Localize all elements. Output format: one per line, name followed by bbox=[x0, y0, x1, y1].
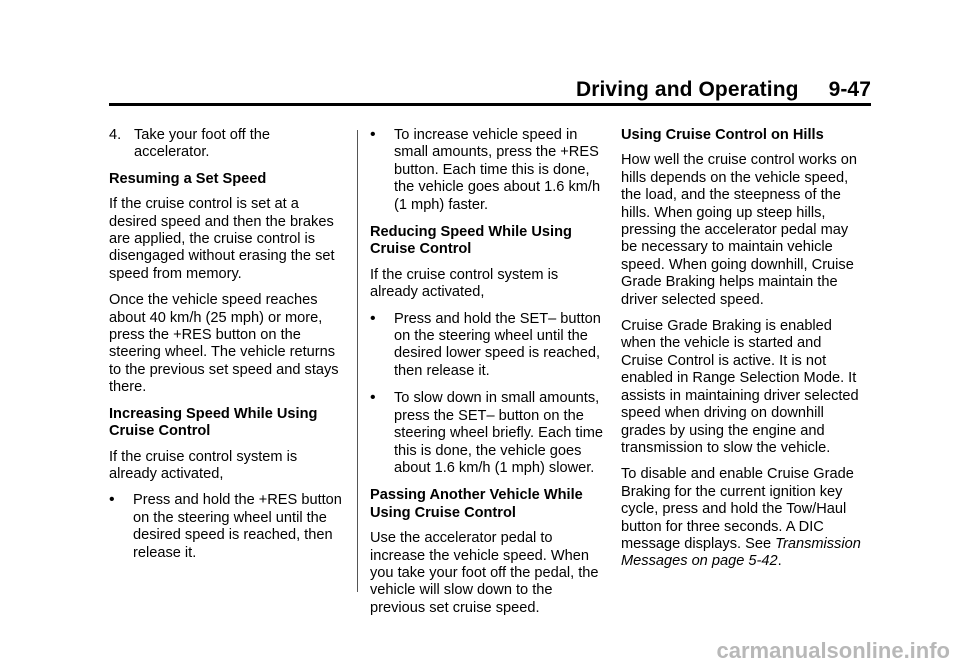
header-rule bbox=[109, 103, 871, 106]
heading-hills: Using Cruise Control on Hills bbox=[621, 127, 824, 143]
page-header bbox=[576, 78, 871, 102]
heading-reducing: Reducing Speed While Using Cruise Control bbox=[370, 224, 572, 258]
bullet-press-res bbox=[109, 492, 349, 562]
bullet-icon: • bbox=[370, 389, 376, 407]
transmission-messages-link[interactable]: Transmission Messages on page 5-42 bbox=[621, 535, 861, 570]
paragraph-passing: Use the accelerator pedal to increase the vehicle speed. When you take your foot off the pedal, the vehicle will slow down to the previous set cruise speed. bbox=[370, 530, 599, 616]
step-text: Take your foot off the accelerator. bbox=[134, 127, 271, 161]
paragraph-activated: If the cruise control system is already activated, bbox=[370, 266, 559, 301]
link-period: . bbox=[777, 553, 782, 570]
bullet-icon: • bbox=[109, 491, 115, 509]
column-divider bbox=[357, 130, 358, 592]
bullet-icon: • bbox=[370, 126, 376, 143]
paragraph-activated: If the cruise control system is already activated, bbox=[109, 448, 298, 482]
disable-text: To disable and enable Cruise Grade Braking for the current ignition key cycle, press and hold the Tow/Haul button for three seconds. A DIC message displays. See bbox=[621, 466, 854, 552]
column-1 bbox=[109, 127, 349, 572]
bullet-icon: • bbox=[370, 309, 376, 327]
paragraph-resume: If the cruise control is set at a desired speed and then the brakes are applied, the cruise control is disengaged without erasing the set speed from memory. bbox=[109, 196, 335, 282]
heading-increasing: Increasing Speed While Using Cruise Control bbox=[109, 405, 318, 440]
section-title: Driving and Operating bbox=[575, 78, 799, 101]
paragraph-returns: Once the vehicle speed reaches about 40 km/h (25 mph) or more, press the +RES button on the steering wheel. The vehicle returns to the previous set speed and stays there. bbox=[109, 292, 339, 396]
heading-resuming: Resuming a Set Speed bbox=[109, 170, 267, 187]
paragraph-grade-braking: Cruise Grade Braking is enabled when the vehicle is started and Cruise Control is active. It is not enabled in Range Selection Mode. It assists in maintaining driver selected speed when driving on downhill grades by using the engine and transmission to slow the vehicle. bbox=[621, 318, 859, 456]
heading-passing: Passing Another Vehicle While Using Cruise Control bbox=[370, 487, 583, 521]
bullet-increase-small bbox=[370, 127, 610, 214]
bullet-text: To slow down in small amounts, press the SET– button on the steering wheel briefly. Each time this is done, the vehicle goes about 1.6 km/h (1 mph) slower. bbox=[394, 390, 604, 476]
step-number: 4. bbox=[109, 127, 122, 143]
column-2 bbox=[370, 127, 610, 626]
column-3 bbox=[621, 127, 861, 580]
paragraph-hills: How well the cruise control works on hills depends on the vehicle speed, the load, and the steepness of the hills. When going up steep hills, pressing the accelerator pedal may be necessary to maintain vehicle speed. When going downhill, Cruise Grade Braking helps maintain the driver selected speed. bbox=[621, 152, 858, 308]
paragraph-disable bbox=[621, 466, 861, 570]
bullet-text: Press and hold the SET– button on the steering wheel until the desired lower speed is reached, then release it. bbox=[394, 310, 601, 379]
bullet-press-set bbox=[370, 311, 610, 381]
step-4 bbox=[109, 127, 349, 162]
watermark: carmanualsonline.info bbox=[716, 638, 950, 663]
page-number: 9-47 bbox=[828, 78, 871, 101]
bullet-text: Press and hold the +RES button on the steering wheel until the desired speed is reached, then release it. bbox=[133, 492, 342, 561]
bullet-text: To increase vehicle speed in small amounts, press the +RES button. Each time this is done, the vehicle goes about 1.6 km/h (1 mph) faster. bbox=[394, 127, 601, 213]
bullet-slow-small bbox=[370, 390, 610, 477]
